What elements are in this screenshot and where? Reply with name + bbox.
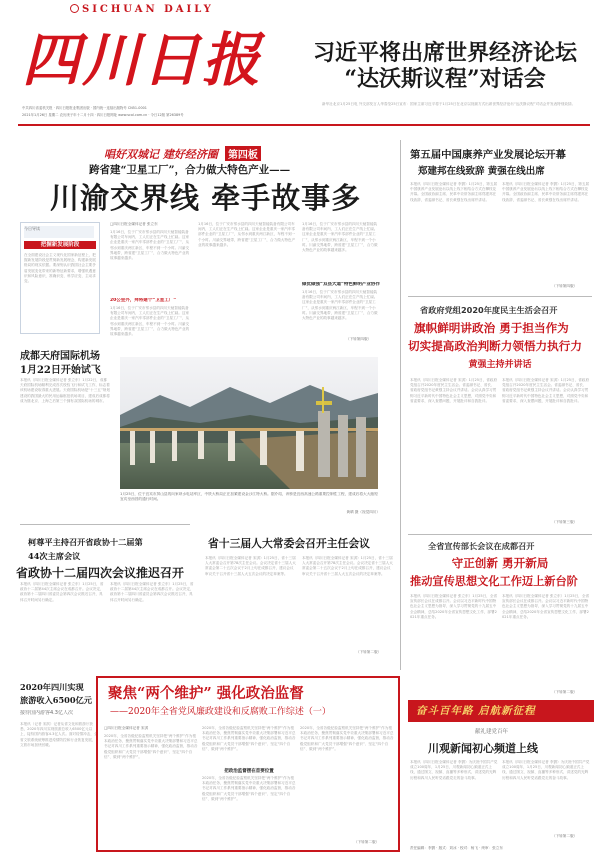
npc-body-2: 本报讯（四川日报全媒体记者 宋淇）1月25日，省十三届人大常委会召开第78次主任会议。会议决定省十三届人大常委会第二十五次会议于2月上旬在成都召开，建议会议审议关于召开省十三届人大五次会议的决定草案等。 <box>302 556 393 576</box>
focus-body-4: 2020年，全省各级纪检监察机关坚持把“两个维护”作为根本政治任务，聚焦贯彻落实党中央重大决策部署和习近平总书记对四川工作系列重要指示精神，强化政治监督，推动各级党组织和广大党员干部增强“四个意识”、坚定“四个自信”、做到“两个维护”。 <box>300 726 394 751</box>
anniv-body-1: 本报讯（四川日报全媒体记者 李寰）为庆祝中国共产党成立100周年，1月25日，川观新闻初心频道正式上线，通过图文、视频、直播等多种形式，讲述党的光辉历程和四川人民听党话跟党走的奋斗故事。 <box>410 760 498 780</box>
feature-subtitle: 跨省建“卫星工厂”，合力做大特色产业—— <box>89 164 291 176</box>
bridge-photo-graphic <box>120 357 378 489</box>
feature-body-4: 1月16日，位于广安市邻水县的四川天驰智能装备有限公司车间内，工人们正在生产线上忙碌。这家企业是重庆一家汽车零部件企业的“卫星工厂”，从邻水到重庆两江新区，车程不到一个小时。川渝交界地带，跨省建“卫星工厂”，合力做大特色产业的故事越来越多。 <box>302 222 378 253</box>
forum-body-1: 本报讯（四川日报全媒体记者 李寰）1月25日，第五届中国康养产业发展论坛以线上线下相结合方式在攀枝花开幕。全国政协副主席、民革中央常务副主席郑建邦在线致辞，省委副书记、省长黄强在线出席并讲话。 <box>410 182 498 202</box>
logo-mark-icon <box>70 4 79 13</box>
feature-issue-badge: 第四板 <box>225 146 261 161</box>
feature-body-5: 1月16日，位于广安市邻水县的四川天驰智能装备有限公司车间内，工人们正在生产线上忙碌。这家企业是重庆一家汽车零部件企业的“卫星工厂”，从邻水到重庆两江新区，车程不到一个小时。川渝交界地带，跨省建“卫星工厂”，合力做大特色产业的故事越来越多。 <box>302 290 378 321</box>
editorial-title: 把握新发展阶段 <box>24 241 96 249</box>
forum-tail: （下转第四版） <box>552 284 578 288</box>
forum-title: 第五届中国康养产业发展论坛开幕 <box>410 149 566 161</box>
masthead-info-2: 2021年1月26日 星期二 农历庚子年十二月十四 · 四川日报网址 www.scol.com.cn · 今日12版 第26389号 <box>22 113 184 117</box>
npc-title: 省十三届人大常委会召开主任会议 <box>208 537 370 550</box>
gov-big-1: 旗帜鲜明讲政治 勇于担当作为 <box>414 321 569 335</box>
focus-tail: （下转第二版） <box>354 840 380 844</box>
ke-title-1: 柯尊平主持召开省政协十二届第 <box>28 537 143 547</box>
editorial-box <box>20 222 100 334</box>
masthead-info-1: 中共四川省委机关报 · 四川日报报业集团出版 · 国内统一连续出版物号 CN51-0001 <box>22 106 147 110</box>
xuan-big-1: 守正创新 勇开新局 <box>451 556 549 570</box>
focus-sub: 把政治监督摆在首要位置 <box>224 769 274 774</box>
tour-title-2: 旅游收入6500亿元 <box>20 695 92 705</box>
right-divider-1 <box>408 296 592 297</box>
feature-sub-2: 做优做强“双县大道”特色鲜明产业协作 <box>302 282 380 287</box>
focus-subtitle: ——2020年全省党风廉政建设和反腐败工作综述（一） <box>110 707 331 717</box>
masthead-english <box>70 4 220 18</box>
airport-body: 本报讯（四川日报全媒体记者 张立东）1月22日，成都天府国际机场顺利完成首次校验飞行和试飞工作，标志着该机场建设取得重大进展。天府国际机场是“十三五”规划建设的我国最大的民用运输枢纽机场项目，建成后成都将成为继北京、上海之后第三个拥有双国际机场的城市。 <box>20 378 110 403</box>
xuan-tail: （下转第二版） <box>552 690 578 694</box>
lead-title-2: “达沃斯议程”对话会 <box>344 66 546 92</box>
feature-kicker <box>104 143 261 161</box>
focus-box <box>96 676 400 852</box>
anniv-body-2: 本报讯（四川日报全媒体记者 李寰）为庆祝中国共产党成立100周年，1月25日，川观新闻初心频道正式上线，通过图文、视频、直播等多种形式，讲述党的光辉历程和四川人民听党话跟党走的奋斗故事。 <box>502 760 590 780</box>
xuan-title: 全省宣传部长会议在成都召开 <box>428 541 535 551</box>
bridge-photo <box>120 357 378 489</box>
ke-body-2: 本报讯（四川日报全媒体记者 张立东）1月25日，省政协十二届第44次主席会议在成都召开。会议决定，政协第十二届四川省委员会第四次会议推迟召开，具体召开时间另行确定。 <box>110 582 194 602</box>
gov-body-2: 本报讯（四川日报全媒体记者 宋淇）1月25日，省政府党组召开2020年度民主生活会。省委副书记、省长、省政府党组书记黄强主持会议并讲话。会议认真学习贯彻习近平新时代中国特色社会主义思想，对照党中央和省委要求，深入查摆问题，开展批评和自我批评。 <box>502 378 590 403</box>
npc-body-1: 本报讯（四川日报全媒体记者 宋淇）1月25日，省十三届人大常委会召开第78次主任会议。会议决定省十三届人大常委会第二十五次会议于2月上旬在成都召开，建议会议审议关于召开省十三届人大五次会议的决定草案等。 <box>205 556 296 576</box>
xuan-body-1: 本报讯（四川日报全媒体记者 张立东）1月25日，全省宣传部长会议在成都召开。会议以习近平新时代中国特色社会主义思想为指导，深入学习贯彻党的十九届五中全会精神，总结2020年全省宣传思想文化工作，部署2021年重点任务。 <box>410 594 498 619</box>
focus-body-2: 2020年，全省各级纪检监察机关坚持把“两个维护”作为根本政治任务，聚焦贯彻落实党中央重大决策部署和习近平总书记对四川工作系列重要指示精神，强化政治监督，推动各级党组织和广大党员干部增强“四个意识”、坚定“四个自信”、做到“两个维护”。 <box>202 726 296 751</box>
feature-title: 川渝交界线 牵手故事多 <box>50 181 362 215</box>
xuan-body-2: 本报讯（四川日报全媒体记者 张立东）1月25日，全省宣传部长会议在成都召开。会议以习近平新时代中国特色社会主义思想为指导，深入学习贯彻党的十九届五中全会精神，总结2020年全省宣传思想文化工作，部署2021年重点任务。 <box>502 594 590 619</box>
feature-byline: □四川日报全媒体记者 张立东 <box>110 222 158 226</box>
forum-body-2: 本报讯（四川日报全媒体记者 李寰）1月25日，第五届中国康养产业发展论坛以线上线下相结合方式在攀枝花开幕。全国政协副主席、民革中央常务副主席郑建邦在线致辞，省委副书记、省长黄强在线出席并讲话。 <box>502 182 590 202</box>
focus-body-3: 2020年，全省各级纪检监察机关坚持把“两个维护”作为根本政治任务，聚焦贯彻落实党中央重大决策部署和习近平总书记对四川工作系列重要指示精神，强化政治监督，推动各级党组织和广大党员干部增强“四个意识”、坚定“四个自信”、做到“两个维护”。 <box>202 776 296 801</box>
masthead-title: 四川日报 <box>22 26 263 94</box>
footer-line: 责任编辑：李寰 · 版式：刘冰 · 校对：杨飞 · 终审：张立东 <box>410 846 503 850</box>
anniv-title: 川观新闻初心频道上线 <box>428 742 538 755</box>
right-col-divider <box>400 140 401 670</box>
feature-tail: （下转第四版） <box>346 337 372 341</box>
photo-credit: 黄晴 摄（视觉四川） <box>346 510 380 514</box>
airport-title-2: 1月22日开始试飞 <box>20 365 101 376</box>
focus-title: 聚焦“两个维护” 强化政治监督 <box>108 685 304 702</box>
left-divider-1 <box>20 524 190 525</box>
anniv-tail: （下转第二版） <box>552 834 578 838</box>
ke-body-1: 本报讯（四川日报全媒体记者 张立东）1月25日，省政协十二届第44次主席会议在成都召开。会议决定，政协第十二届四川省委员会第四次会议推迟召开，具体召开时间另行确定。 <box>20 582 104 602</box>
feature-body-1: 1月16日，位于广安市邻水县的四川天驰智能装备有限公司车间内，工人们正在生产线上忙碌。这家企业是重庆一家汽车零部件企业的“卫星工厂”，从邻水到重庆两江新区，车程不到一个小时。川渝交界地带，跨省建“卫星工厂”，合力做大特色产业的故事越来越多。 <box>110 230 190 261</box>
anniv-kicker: 献礼建党百年 <box>475 729 509 735</box>
gov-sub: 黄强主持并讲话 <box>468 360 532 370</box>
focus-byline: □四川日报全媒体记者 宋淇 <box>104 726 149 730</box>
feature-body-2: 1月16日，位于广安市邻水县的四川天驰智能装备有限公司车间内，工人们正在生产线上忙碌。这家企业是重庆一家汽车零部件企业的“卫星工厂”，从邻水到重庆两江新区，车程不到一个小时。川渝交界地带，跨省建“卫星工厂”，合力做大特色产业的故事越来越多。 <box>110 306 190 337</box>
gov-big-2: 切实提高政治判断力领悟力执行力 <box>408 339 582 353</box>
feature-sub-1: 20公里外，拜将建个“卫星工厂” <box>110 298 177 303</box>
gov-body-1: 本报讯（四川日报全媒体记者 宋淇）1月25日，省政府党组召开2020年度民主生活会。省委副书记、省长、省政府党组书记黄强主持会议并讲话。会议认真学习贯彻习近平新时代中国特色社会主义思想，对照党中央和省委要求，深入查摆问题，开展批评和自我批评。 <box>410 378 498 403</box>
gov-title: 省政府党组2020年度民主生活会召开 <box>420 305 558 315</box>
lead-title-1: 习近平将出席世界经济论坛 <box>312 40 577 66</box>
forum-sub: 郑建邦在线致辞 黄强在线出席 <box>418 166 545 177</box>
tour-body: 本报讯（记者 宋淇）记者从省文化和旅游厅获悉，2020年四川实现旅游总收入6500亿元以上，接待国内游客4.3亿人次。面对疫情冲击，全省文旅系统统筹推进疫情防控和行业恢复发展，文旅市场加快回暖。 <box>20 722 98 747</box>
gov-tail: （下转第三版） <box>552 520 578 524</box>
npc-tail: （下转第二版） <box>356 650 382 654</box>
ke-title-2: 44次主席会议 <box>28 551 81 561</box>
lead-body: 新华社北京1月25日电 外交部发言人华春莹25日宣布：国家主席习近平将于1月25日在北京以视频方式出席世界经济论坛“达沃斯议程”对话会并发表特别致辞。 <box>322 102 576 106</box>
editorial-body: 在全面建设社会主义现代化国家新征程上，把握新发展阶段是贯彻新发展理念、构建新发展格局的现实依据。要深刻认识我国社会主要矛盾发展变化带来的新特征新要求，增强机遇意识和风险意识，准确识变、科学应变、主动求变。 <box>24 253 96 284</box>
feature-body-3: 1月16日，位于广安市邻水县的四川天驰智能装备有限公司车间内，工人们正在生产线上忙碌。这家企业是重庆一家汽车零部件企业的“卫星工厂”，从邻水到重庆两江新区，车程不到一个小时。川渝交界地带，跨省建“卫星工厂”，合力做大特色产业的故事越来越多。 <box>198 222 296 247</box>
tour-title-1: 2020年四川实现 <box>20 682 84 692</box>
photo-caption: 1月25日，位于宜宾市屏山县的向家坝水电站库区，中铁大桥局正在加紧建设金沙江特大桥。据介绍，该桥是宜西高速公路重要控制性工程，建成后将大大缩短宜宾至西昌的通行时间。 <box>120 492 378 502</box>
feature-kicker-text: 唱好双城记 建好经济圈 <box>104 148 218 161</box>
masthead-divider <box>18 124 590 126</box>
anniv-banner-text: 奋斗百年路 启航新征程 <box>416 705 536 717</box>
focus-body-1: 2020年，全省各级纪检监察机关坚持把“两个维护”作为根本政治任务，聚焦贯彻落实党中央重大决策部署和习近平总书记对四川工作系列重要指示精神，强化政治监督，推动各级党组织和广大党员干部增强“四个意识”、坚定“四个自信”、做到“两个维护”。 <box>104 734 198 759</box>
right-divider-2 <box>408 534 592 535</box>
airport-title-1: 成都天府国际机场 <box>20 351 100 362</box>
ke-title-3: 省政协十二届四次会议推迟召开 <box>16 566 185 580</box>
xuan-big-2: 推动宣传思想文化工作迈上新台阶 <box>410 574 578 588</box>
editorial-tag: 今日导读 <box>24 226 94 238</box>
anniv-banner <box>408 700 594 722</box>
tour-sub: 接待国内游客4.3亿人次 <box>20 710 73 716</box>
masthead-english-text: SICHUAN DAILY <box>82 4 214 15</box>
